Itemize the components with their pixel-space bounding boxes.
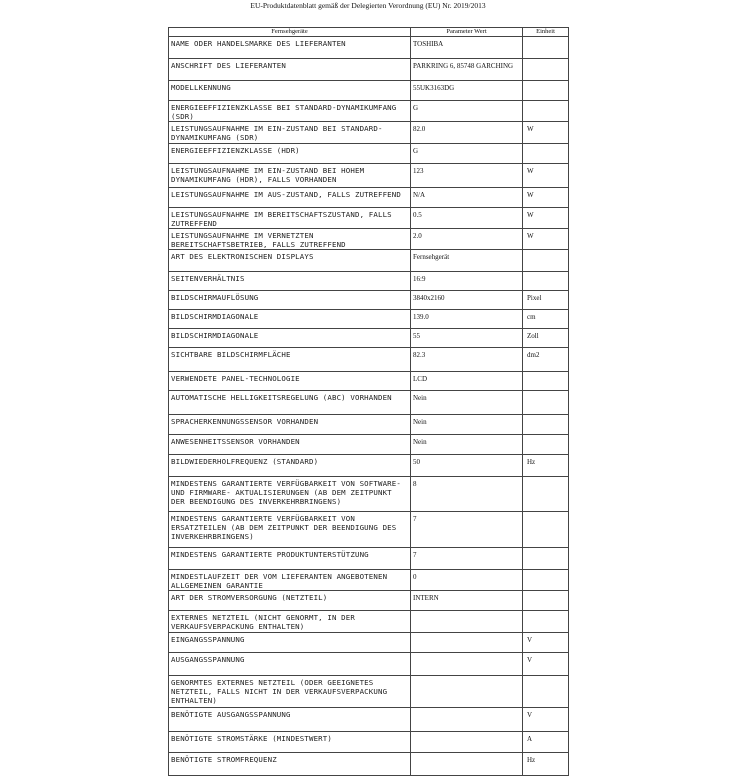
row-value-cell	[411, 570, 523, 591]
row-value-cell	[411, 329, 523, 348]
row-unit	[523, 512, 568, 515]
row-label-cell	[169, 591, 411, 611]
table-row	[169, 512, 569, 548]
row-unit-cell	[523, 272, 569, 291]
row-value: 8	[413, 480, 417, 488]
row-unit-cell	[523, 188, 569, 208]
row-value-cell	[411, 512, 523, 548]
row-unit	[523, 37, 568, 40]
row-label: AUSGANGSSPANNUNG	[171, 655, 245, 664]
row-unit-cell	[523, 310, 569, 329]
row-unit-cell	[523, 391, 569, 415]
row-unit-cell	[523, 164, 569, 188]
row-value: 7	[413, 515, 417, 523]
table-row	[169, 59, 569, 81]
row-label-cell	[169, 329, 411, 348]
row-value: INTERN	[413, 594, 439, 602]
row-unit-cell	[523, 229, 569, 250]
row-label-cell	[169, 81, 411, 101]
table-row	[169, 611, 569, 633]
table-row	[169, 372, 569, 391]
row-unit: dm2	[527, 351, 540, 359]
row-value: 82.0	[413, 125, 426, 133]
row-unit-cell	[523, 329, 569, 348]
row-value-cell	[411, 372, 523, 391]
row-unit-cell	[523, 122, 569, 144]
row-value-cell	[411, 272, 523, 291]
row-value: G	[413, 147, 419, 155]
row-label: VERWENDETE PANEL-TECHNOLOGIE	[171, 374, 300, 383]
row-value-cell	[411, 81, 523, 101]
row-value: 2.0	[413, 232, 422, 240]
table-row	[169, 348, 569, 372]
row-unit: W	[527, 191, 534, 199]
row-label-cell	[169, 101, 411, 122]
table-row	[169, 272, 569, 291]
row-unit-cell	[523, 753, 569, 776]
row-value-cell	[411, 59, 523, 81]
row-label-cell	[169, 229, 411, 250]
row-label-cell	[169, 188, 411, 208]
row-label: BENÖTIGTE STROMFREQUENZ	[171, 755, 277, 764]
row-value	[411, 708, 522, 711]
row-unit-cell	[523, 415, 569, 435]
row-label: MINDESTENS GARANTIERTE VERFÜGBARKEIT VON SOFTWARE- UND FIRMWARE- AKTUALISIERUNGEN (AB DEM ZEITPUNKT DER BEENDIGUNG DES INVERKEHRBRINGENS)	[171, 479, 401, 506]
row-unit	[523, 144, 568, 147]
row-unit	[523, 81, 568, 84]
row-value: G	[413, 104, 419, 112]
row-value-cell	[411, 101, 523, 122]
row-unit	[523, 611, 568, 614]
row-unit: W	[527, 211, 534, 219]
row-unit	[523, 372, 568, 375]
row-value	[411, 676, 522, 679]
row-unit: W	[527, 125, 534, 133]
row-label-cell	[169, 653, 411, 676]
row-label-cell	[169, 272, 411, 291]
row-unit-cell	[523, 348, 569, 372]
row-unit: Zoll	[527, 332, 539, 340]
row-label-cell	[169, 708, 411, 732]
row-label-cell	[169, 415, 411, 435]
row-unit-cell	[523, 591, 569, 611]
row-value: 16:9	[413, 275, 426, 283]
row-value: 139.0	[413, 313, 429, 321]
row-unit	[523, 415, 568, 418]
table-row	[169, 37, 569, 59]
row-unit: cm	[527, 313, 536, 321]
row-unit	[523, 59, 568, 62]
row-unit-cell	[523, 372, 569, 391]
row-unit	[523, 570, 568, 573]
row-value-cell	[411, 348, 523, 372]
header-parameter-wert: Parameter Wert	[411, 28, 523, 37]
row-unit-cell	[523, 611, 569, 633]
row-unit-cell	[523, 59, 569, 81]
row-label-cell	[169, 164, 411, 188]
row-value-cell	[411, 455, 523, 477]
row-value-cell	[411, 611, 523, 633]
row-label-cell	[169, 372, 411, 391]
row-unit	[523, 250, 568, 253]
table-row	[169, 753, 569, 776]
row-label-cell	[169, 753, 411, 776]
row-value-cell	[411, 310, 523, 329]
table-row	[169, 455, 569, 477]
table-row	[169, 633, 569, 653]
row-value: LCD	[413, 375, 427, 383]
row-label-cell	[169, 391, 411, 415]
table-row	[169, 208, 569, 229]
row-label: BILDWIEDERHOLFREQUENZ (STANDARD)	[171, 457, 319, 466]
row-value: 7	[413, 551, 417, 559]
row-unit	[523, 477, 568, 480]
row-label: GENORMTES EXTERNES NETZTEIL (ODER GEEIGNETES NETZTEIL, FALLS NICHT IN DER VERKAUFSVERPACKUNG ENTHALTEN)	[171, 678, 388, 705]
row-value-cell	[411, 676, 523, 708]
row-value: 55	[413, 332, 420, 340]
row-label-cell	[169, 732, 411, 753]
row-label-cell	[169, 512, 411, 548]
row-label-cell	[169, 455, 411, 477]
table-row	[169, 122, 569, 144]
row-label: MODELLKENNUNG	[171, 83, 231, 92]
row-label: MINDESTLAUFZEIT DER VOM LIEFERANTEN ANGEBOTENEN ALLGEMEINEN GARANTIE	[171, 572, 388, 590]
row-unit	[523, 435, 568, 438]
row-unit-cell	[523, 633, 569, 653]
table-row	[169, 732, 569, 753]
table-row	[169, 250, 569, 272]
row-label: ANWESENHEITSSENSOR VORHANDEN	[171, 437, 300, 446]
table-row	[169, 164, 569, 188]
row-unit-cell	[523, 37, 569, 59]
row-label: ENERGIEEFFIZIENZKLASSE BEI STANDARD-DYNAMIKUMFANG (SDR)	[171, 103, 397, 121]
row-label: AUTOMATISCHE HELLIGKEITSREGELUNG (ABC) VORHANDEN	[171, 393, 392, 402]
row-label: NAME ODER HANDELSMARKE DES LIEFERANTEN	[171, 39, 346, 48]
row-label-cell	[169, 548, 411, 570]
row-label: SICHTBARE BILDSCHIRMFLÄCHE	[171, 350, 291, 359]
row-value: Nein	[413, 438, 427, 446]
row-unit	[523, 676, 568, 679]
table-row	[169, 477, 569, 512]
row-label: MINDESTENS GARANTIERTE PRODUKTUNTERSTÜTZUNG	[171, 550, 369, 559]
row-label: BILDSCHIRMDIAGONALE	[171, 312, 259, 321]
table-row	[169, 291, 569, 310]
row-label-cell	[169, 611, 411, 633]
row-label-cell	[169, 122, 411, 144]
row-unit-cell	[523, 653, 569, 676]
row-value: Nein	[413, 418, 427, 426]
row-value	[411, 753, 522, 756]
row-label-cell	[169, 676, 411, 708]
row-value: 55UK3163DG	[413, 84, 455, 92]
row-unit-cell	[523, 732, 569, 753]
row-label: BILDSCHIRMDIAGONALE	[171, 331, 259, 340]
row-value-cell	[411, 435, 523, 455]
row-label: ANSCHRIFT DES LIEFERANTEN	[171, 61, 286, 70]
header-einheit: Einheit	[523, 28, 569, 37]
row-value-cell	[411, 391, 523, 415]
row-unit: V	[527, 636, 533, 644]
table-row	[169, 188, 569, 208]
table-row	[169, 101, 569, 122]
table-row	[169, 144, 569, 164]
row-value	[411, 611, 522, 614]
row-unit	[523, 272, 568, 275]
row-unit	[523, 591, 568, 594]
row-value-cell	[411, 144, 523, 164]
row-label-cell	[169, 59, 411, 81]
row-value-cell	[411, 591, 523, 611]
row-value: 0	[413, 573, 417, 581]
table-row	[169, 548, 569, 570]
row-unit-cell	[523, 435, 569, 455]
row-unit: V	[527, 711, 533, 719]
row-unit: Hz	[527, 458, 536, 466]
row-label: LEISTUNGSAUFNAHME IM EIN-ZUSTAND BEI HOHEM DYNAMIKUMFANG (HDR), FALLS VORHANDEN	[171, 166, 365, 184]
row-value-cell	[411, 250, 523, 272]
row-label: ENERGIEEFFIZIENZKLASSE (HDR)	[171, 146, 300, 155]
row-unit: W	[527, 167, 534, 175]
row-unit-cell	[523, 512, 569, 548]
row-label: BENÖTIGTE AUSGANGSSPANNUNG	[171, 710, 291, 719]
table-row	[169, 591, 569, 611]
table-row	[169, 435, 569, 455]
row-label-cell	[169, 633, 411, 653]
row-unit: W	[527, 232, 534, 240]
row-unit	[523, 391, 568, 394]
row-unit-cell	[523, 144, 569, 164]
product-data-table	[168, 27, 569, 776]
row-unit-cell	[523, 81, 569, 101]
row-value-cell	[411, 548, 523, 570]
row-unit-cell	[523, 455, 569, 477]
row-label-cell	[169, 144, 411, 164]
row-label: SPRACHERKENNUNGSSENSOR VORHANDEN	[171, 417, 319, 426]
row-value	[411, 732, 522, 735]
row-value: 0.5	[413, 211, 422, 219]
table-row	[169, 676, 569, 708]
table-row	[169, 310, 569, 329]
row-unit-cell	[523, 101, 569, 122]
row-label-cell	[169, 250, 411, 272]
row-label-cell	[169, 477, 411, 512]
row-unit-cell	[523, 570, 569, 591]
row-label: BILDSCHIRMAUFLÖSUNG	[171, 293, 259, 302]
row-value-cell	[411, 633, 523, 653]
row-value-cell	[411, 291, 523, 310]
table-row	[169, 229, 569, 250]
row-value-cell	[411, 164, 523, 188]
row-unit: V	[527, 656, 533, 664]
row-label-cell	[169, 208, 411, 229]
row-label: SEITENVERHÄLTNIS	[171, 274, 245, 283]
row-value-cell	[411, 188, 523, 208]
row-label-cell	[169, 348, 411, 372]
table-row	[169, 329, 569, 348]
row-value: 123	[413, 167, 424, 175]
row-value-cell	[411, 753, 523, 776]
row-label-cell	[169, 310, 411, 329]
row-label: LEISTUNGSAUFNAHME IM EIN-ZUSTAND BEI STANDARD- DYNAMIKUMFANG (SDR)	[171, 124, 383, 142]
row-label-cell	[169, 291, 411, 310]
row-label-cell	[169, 570, 411, 591]
row-label: BENÖTIGTE STROMSTÄRKE (MINDESTWERT)	[171, 734, 332, 743]
row-label: MINDESTENS GARANTIERTE VERFÜGBARKEIT VON ERSATZTEILEN (AB DEM ZEITPUNKT DER BEENDIGUNG DES INVERKEHRBRINGENS)	[171, 514, 397, 541]
row-value: TOSHIBA	[413, 40, 444, 48]
table-row	[169, 708, 569, 732]
row-value: PARKRING 6, 85748 GARCHING	[413, 62, 514, 70]
table-row	[169, 391, 569, 415]
row-unit-cell	[523, 250, 569, 272]
row-value	[411, 653, 522, 656]
row-label: EINGANGSSPANNUNG	[171, 635, 245, 644]
row-unit-cell	[523, 708, 569, 732]
table-row	[169, 570, 569, 591]
header-fernsehgeraete: Fernsehgeräte	[169, 28, 411, 37]
row-unit-cell	[523, 208, 569, 229]
table-header-row	[169, 28, 569, 37]
row-label: EXTERNES NETZTEIL (NICHT GENORMT, IN DER VERKAUFSVERPACKUNG ENTHALTEN)	[171, 613, 355, 631]
row-unit-cell	[523, 291, 569, 310]
row-label-cell	[169, 37, 411, 59]
row-value-cell	[411, 653, 523, 676]
row-value	[411, 633, 522, 636]
row-unit-cell	[523, 676, 569, 708]
row-unit-cell	[523, 548, 569, 570]
row-unit	[523, 101, 568, 104]
row-label-cell	[169, 435, 411, 455]
row-value: 82.3	[413, 351, 426, 359]
row-label: ART DES ELEKTRONISCHEN DISPLAYS	[171, 252, 314, 261]
row-value-cell	[411, 477, 523, 512]
row-value: Fernsehgerät	[413, 253, 450, 261]
row-value: Nein	[413, 394, 427, 402]
row-unit: Hz	[527, 756, 536, 764]
row-label: ART DER STROMVERSORGUNG (NETZTEIL)	[171, 593, 328, 602]
row-unit: Pixel	[527, 294, 542, 302]
row-value-cell	[411, 208, 523, 229]
table-row	[169, 415, 569, 435]
row-label: LEISTUNGSAUFNAHME IM AUS-ZUSTAND, FALLS ZUTREFFEND	[171, 190, 401, 199]
row-value-cell	[411, 732, 523, 753]
row-unit: A	[527, 735, 533, 743]
row-value-cell	[411, 415, 523, 435]
row-unit-cell	[523, 477, 569, 512]
row-unit	[523, 548, 568, 551]
row-value-cell	[411, 37, 523, 59]
table-row	[169, 81, 569, 101]
row-value-cell	[411, 229, 523, 250]
row-value: 50	[413, 458, 420, 466]
row-label: LEISTUNGSAUFNAHME IM BEREITSCHAFTSZUSTAND, FALLS ZUTREFFEND	[171, 210, 392, 228]
page-title: EU-Produktdatenblatt gemäß der Delegierten Verordnung (EU) Nr. 2019/2013	[250, 1, 486, 10]
row-value: 3840x2160	[413, 294, 445, 302]
row-label: LEISTUNGSAUFNAHME IM VERNETZTEN BEREITSCHAFTSBETRIEB, FALLS ZUTREFFEND	[171, 231, 346, 249]
table-row	[169, 653, 569, 676]
row-value: N/A	[413, 191, 426, 199]
row-value-cell	[411, 122, 523, 144]
row-value-cell	[411, 708, 523, 732]
